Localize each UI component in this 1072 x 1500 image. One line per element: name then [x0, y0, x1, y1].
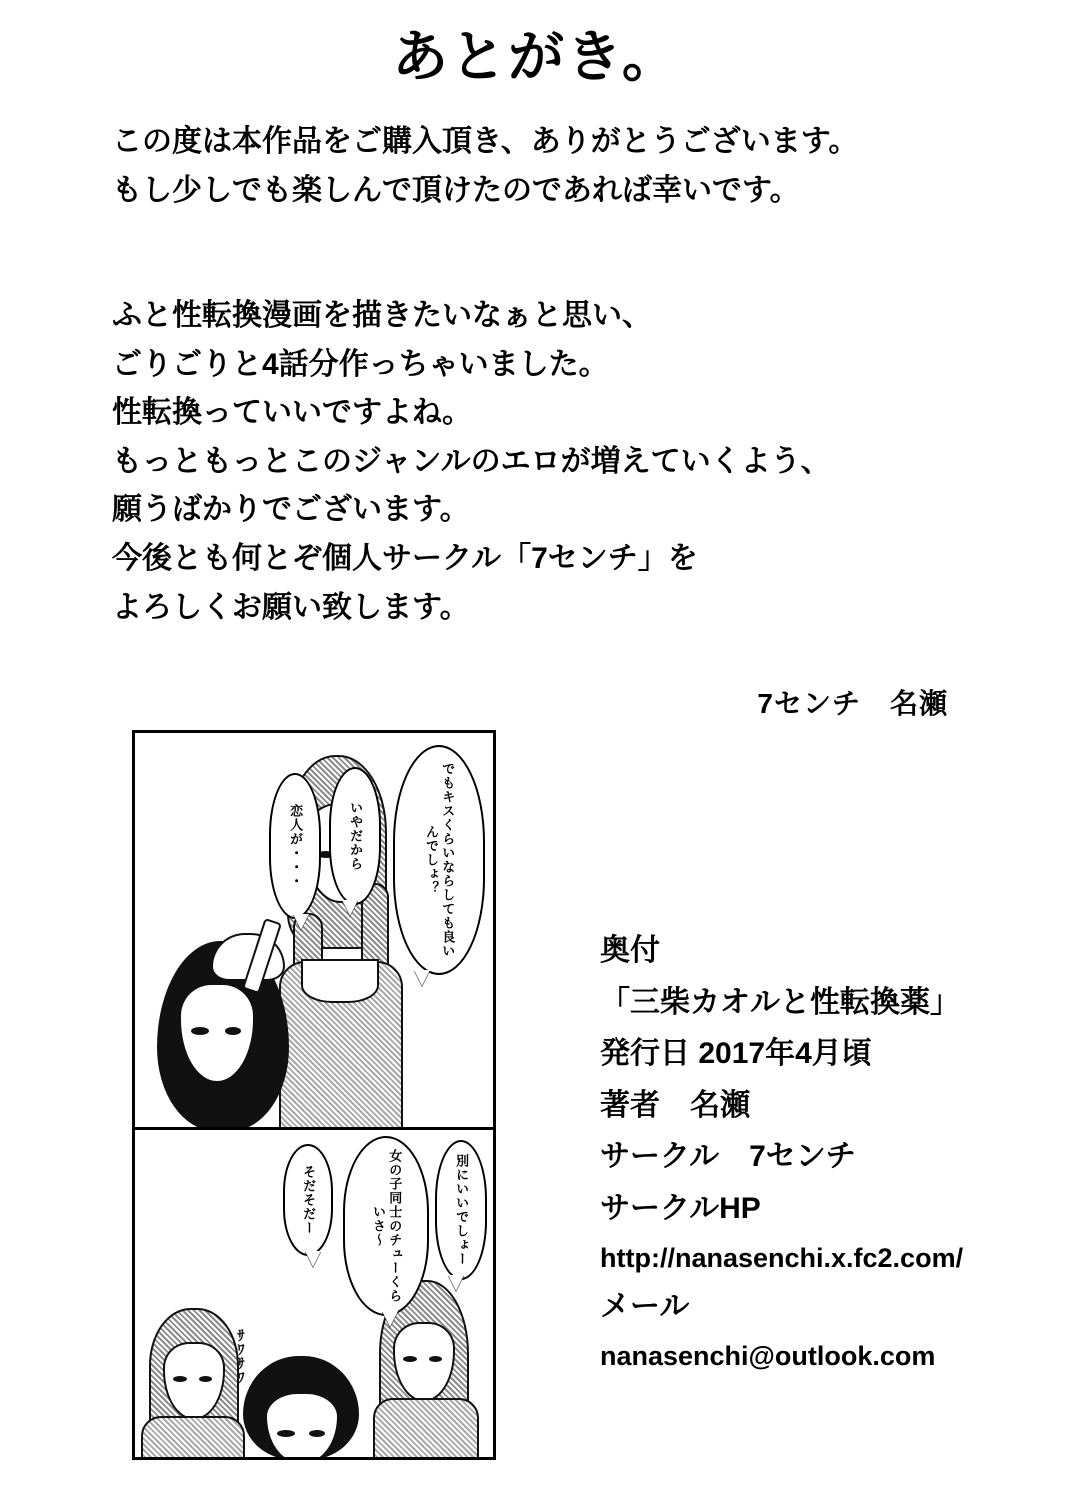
speech-bubble: いやだから — [329, 767, 381, 905]
character-dark-eye — [191, 1027, 209, 1035]
character-right-eye — [429, 1356, 442, 1362]
body-line: ごりごりと4話分作っちゃいました。 — [112, 347, 609, 381]
character-dark-eye — [225, 1027, 241, 1035]
colophon-mail-label: メール — [600, 1290, 690, 1323]
character-center-eye — [309, 1430, 325, 1437]
comic-panel-top — [132, 730, 496, 1130]
sfx-text: ｻﾜｻﾜ — [233, 1328, 249, 1384]
colophon — [600, 925, 1040, 1379]
body-line: ふと性転換漫画を描きたいなぁと思い、 — [112, 299, 652, 332]
speech-bubble: 恋人が・・・ — [269, 773, 321, 919]
colophon-author: 著者 名瀬 — [600, 1088, 750, 1122]
speech-bubble: 女の子同士のチューくらいさ～ — [343, 1136, 429, 1316]
author-signature: 7センチ 名瀬 — [757, 688, 948, 719]
colophon-hp-url[interactable]: http://nanasenchi.x.fc2.com/ — [600, 1242, 964, 1273]
colophon-hp-label: サークルHP — [600, 1191, 761, 1225]
character-left-uniform — [141, 1416, 245, 1460]
colophon-circle: サークル 7センチ — [600, 1140, 856, 1174]
colophon-work-title: 「三柴カオルと性転換薬」 — [600, 985, 960, 1019]
character-left-eye — [173, 1376, 187, 1382]
speech-bubble: でもキスくらいならしても良いんでしょ？ — [393, 745, 485, 975]
character-right-uniform — [373, 1398, 479, 1460]
body-line: よろしくお願い致します。 — [112, 590, 470, 624]
character-center-eye — [277, 1430, 295, 1437]
character-collar — [301, 959, 379, 1003]
intro-line: もし少しでも楽しんで頂けたのであれば幸いです。 — [112, 173, 800, 207]
character-right-eye — [403, 1356, 417, 1362]
character-center-face — [265, 1392, 339, 1460]
body-line: 性転換っていいですよね。 — [112, 396, 472, 430]
colophon-publish-date: 発行日 2017年4月頃 — [600, 1037, 872, 1071]
body-line: もっともっとこのジャンルのエロが増えていくよう、 — [112, 444, 831, 478]
colophon-mail-address[interactable]: nanasenchi@outlook.com — [600, 1340, 936, 1371]
colophon-heading: 奥付 — [600, 934, 660, 967]
body-paragraph — [112, 292, 952, 632]
page-title: あとがき。 — [392, 25, 680, 88]
comic-panel-bottom — [132, 1130, 496, 1460]
intro-line: この度は本作品をご購入頂き、ありがとうございます。 — [112, 125, 859, 158]
speech-bubble: 別にいいでしょー — [435, 1140, 487, 1280]
body-line: 今後とも何とぞ個人サークル「7センチ」を — [112, 541, 698, 575]
intro-paragraph — [112, 118, 952, 215]
speech-bubble: そだそだー — [283, 1144, 333, 1256]
body-line: 願うばかりでございます。 — [112, 493, 470, 527]
character-left-eye — [199, 1376, 212, 1382]
comic-strip — [132, 730, 496, 1460]
